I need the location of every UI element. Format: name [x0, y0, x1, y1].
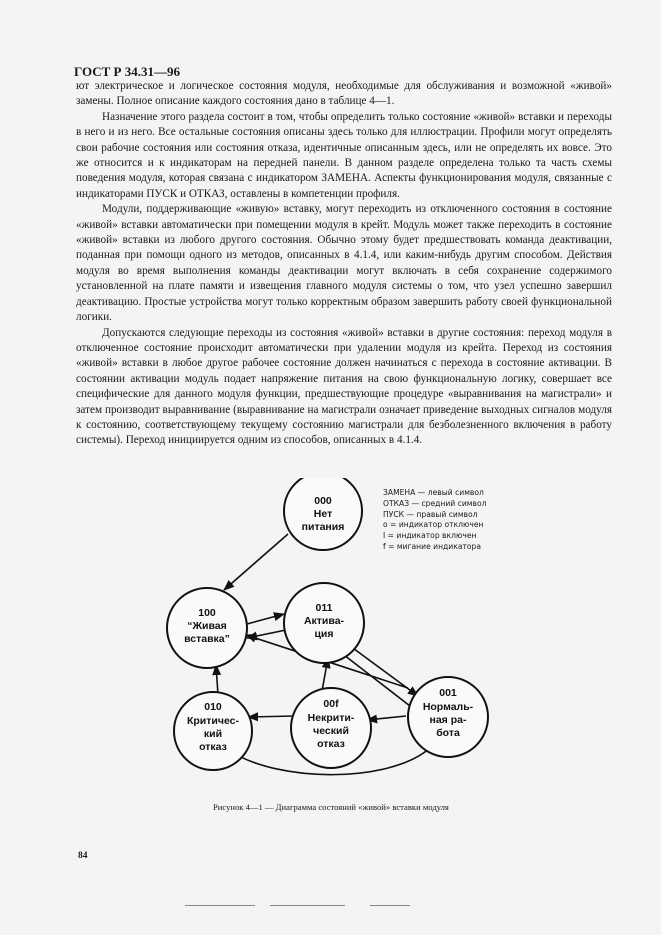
state-noncritical-failure-code: 00f [323, 698, 339, 710]
footer-rule [370, 905, 410, 906]
arrow-critical-to-insert [216, 665, 218, 695]
standard-header: ГОСТ Р 34.31—96 [74, 64, 180, 79]
state-normal-work-code: 001 [439, 687, 457, 699]
figure-caption: Рисунок 4—1 — Диаграмма состояний «живой» вставки модуля [213, 802, 449, 812]
arrow-noncrit-to-critical [248, 716, 295, 717]
body-text [76, 79, 612, 449]
footer-rule [270, 905, 345, 906]
state-normal-work-line2: ная ра- [429, 714, 467, 726]
paragraph-4: Допускаются следующие переходы из состояния «живой» вставки в другие состояния: переход модуля в отключенное состояние происходит автоматически при удалении модуля из крейта. Переход из состояния «живой» вставки в любое другое рабочее состояние должен начинаться с перехода в состояние активации. В состоянии активации модуль подает напряжение питания на свою функциональную логику, совершает все специфические для данного модуля функции, предшествующие процедуре «выравнивания на магистрали» и затем производит выравнивание (выравнивание на магистрали означает приведение выходных сигналов модуля к состоянию, соответствующему текущему состоянию магистрали для безболезненного включения в работу системы). Переход инициируется одним из способов, описанных в 4.1.4. [76, 326, 612, 447]
legend-item: ПУСК — правый символ [383, 509, 478, 519]
page-number: 84 [78, 851, 88, 861]
state-normal-work-line1: Нормаль- [422, 701, 474, 713]
legend-item: ЗАМЕНА — левый символ [383, 488, 484, 497]
arrow-insert-to-activation [247, 614, 284, 624]
state-activation-code: 011 [315, 602, 333, 614]
arrow-power-to-insert [224, 534, 288, 590]
paragraph-2: Назначение этого раздела состоит в том, чтобы определить только состояние «живой» вставки и переходы в него и из него. Все остальные состояния описаны здесь только для иллюстрации. Профили могут определять свои рабочие состояния или состояния отказа, идентичные описанным здесь, или не определять их вовсе. Это же относится и к индикаторам на передней панели. В данном разделе определена только та часть схемы поведения модуля, которая связана с индикатором ЗАМЕНА. Аспекты функционирования модуля, связанные с индикаторами ПУСК и ОТКАЗ, оставлены в компетенции профиля. [76, 110, 612, 200]
state-critical-failure-line2: кий [203, 728, 223, 740]
state-noncritical-failure-line1: Некрити- [307, 712, 355, 724]
arrow-normal-to-noncrit [367, 716, 406, 720]
state-activation-line2: ция [314, 628, 334, 640]
state-power-off-code: 000 [314, 495, 332, 507]
legend-item: ОТКАЗ — средний символ [383, 498, 487, 508]
paragraph-3: Модули, поддерживающие «живую» вставку, могут переходить из отключенного состояния в состояние «живой» вставки автоматически при помещении модуля в крейт. Модуль может также переходить в состояние «живой» вставки из любого другого состояния. Обычно этому будет предшествовать команда деактивации, поданная при помощи одного из методов, описанных в 4.1.4, или каким-нибудь другим способом. Действия модуля во время выполнения команды деактивации могут включать в себя сохранение содержимого установленной на плате памяти и извещения главного модуля системы о том, что узел успешно завершил деактивацию. Простые устройства могут только корректным образом завершить работу своей функциональной логики. [76, 203, 612, 324]
legend-item: о = индикатор отключен [383, 520, 484, 530]
diagram-legend [383, 488, 533, 553]
state-normal-work-line3: бота [436, 727, 460, 739]
state-critical-failure-line1: Критичес- [186, 715, 240, 727]
state-noncritical-failure-line2: ческий [313, 725, 349, 737]
state-critical-failure-code: 010 [204, 701, 222, 713]
legend-item: I = индикатор включен [383, 531, 477, 541]
legend-item: f = мигание индикатора [383, 541, 482, 551]
state-hot-insert-line1: “Живая [187, 620, 227, 632]
state-noncritical-failure-line3: отказ [317, 738, 345, 750]
state-hot-insert-code: 100 [198, 607, 216, 619]
state-critical-failure-line3: отказ [199, 741, 227, 753]
state-power-off-line1: Нет [313, 508, 333, 520]
state-hot-insert-line2: вставка” [184, 633, 230, 645]
footer-rule [185, 905, 255, 906]
paragraph-1: ют электрическое и логическое состояния модуля, необходимые для обслуживания и возможной «живой» замены. Полное описание каждого состояния дано в таблице 4—1. [76, 80, 612, 108]
state-power-off-line2: питания [301, 521, 345, 533]
state-activation-line1: Актива- [303, 615, 345, 627]
